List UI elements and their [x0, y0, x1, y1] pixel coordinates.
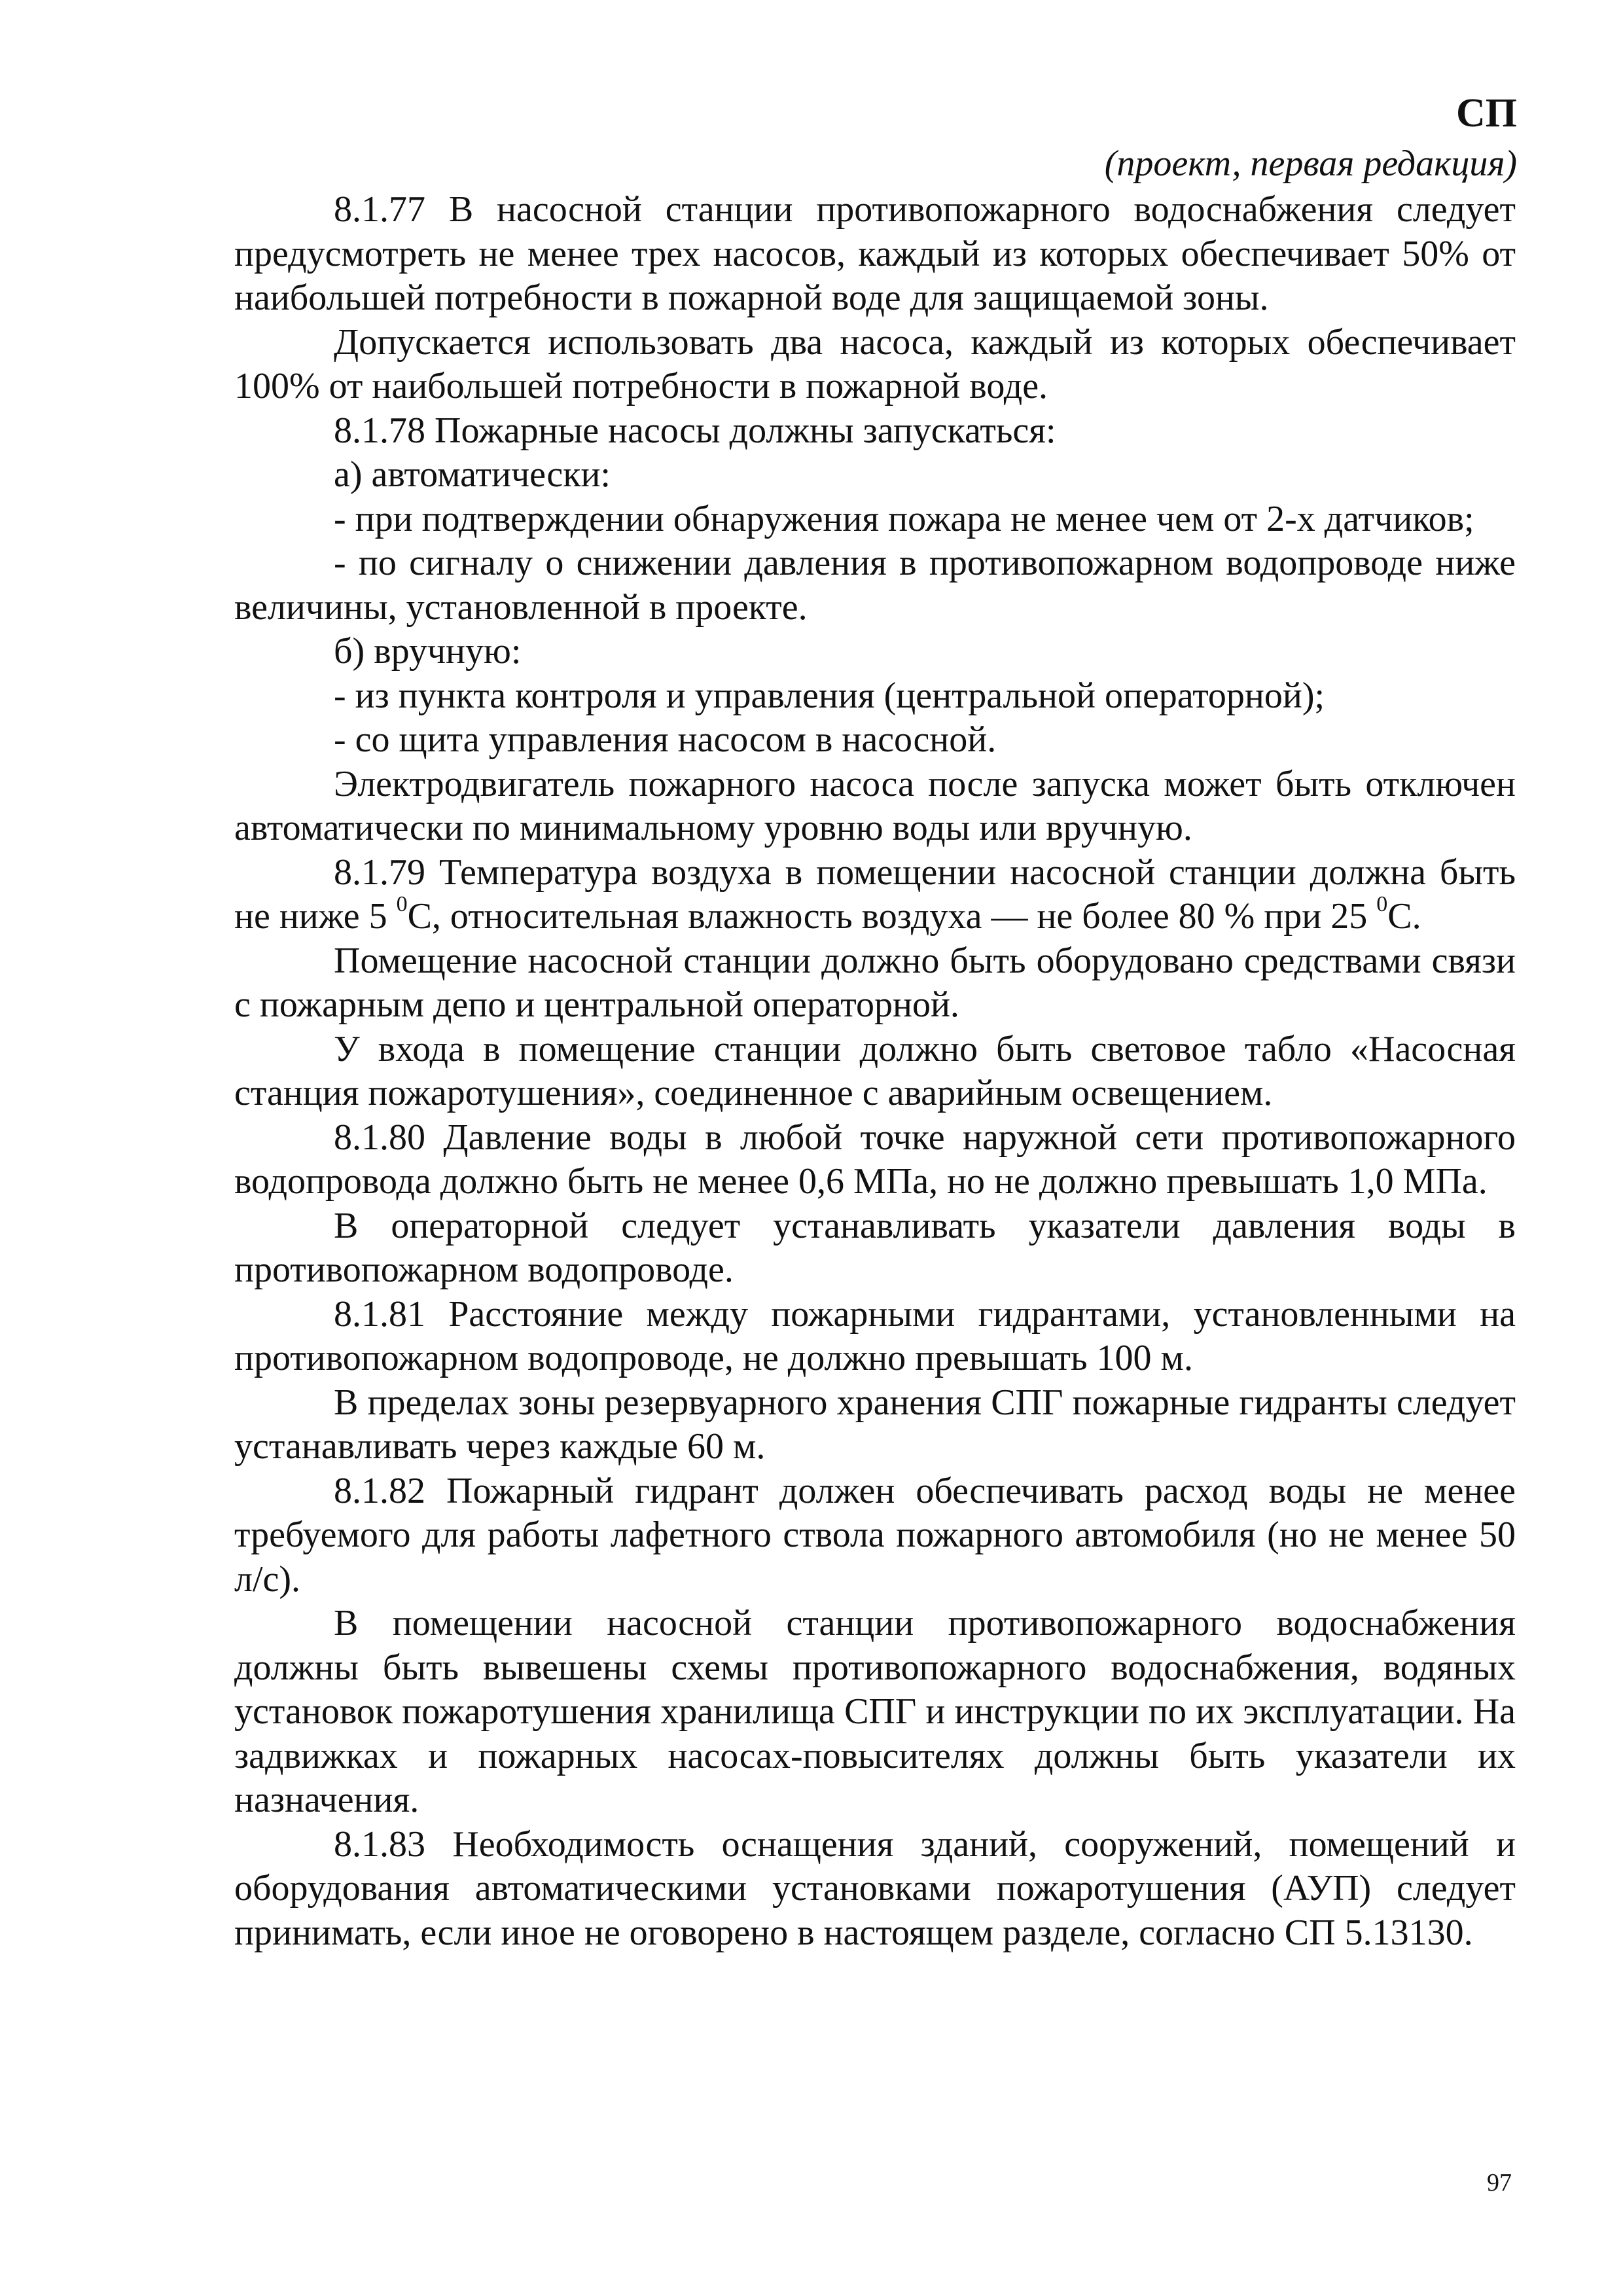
- page-number: 97: [1487, 2169, 1512, 2197]
- list-heading-manual: б) вручную:: [334, 631, 522, 672]
- paragraph-motor-shutdown: Электродвигатель пожарного насоса после запуска может быть отключен автоматически по минимальному уровню воды или вручную.: [234, 763, 1516, 848]
- document-code: СП: [1456, 91, 1517, 135]
- degree-superscript: 0: [396, 892, 408, 917]
- paragraph-schemes: В помещении насосной станции противопожарного водоснабжения должны быть вывешены схемы противопожарного водоснабжения, водяных установок пожаротушения хранилища СПГ и инструкции по их эксплуатации. На задвижках и пожарных насосах-повысителях должны быть указатели их назначения.: [234, 1603, 1516, 1820]
- list-item-pump-panel: - со щита управления насосом в насосной.: [334, 719, 997, 760]
- paragraph-8-1-81: 8.1.81 Расстояние между пожарными гидрантами, установленными на противопожарном водопроводе, не должно превышать 100 м.: [234, 1293, 1516, 1378]
- paragraph-light-sign: У входа в помещение станции должно быть световое табло «Насосная станция пожаротушения», соединенное с аварийным освещением.: [234, 1028, 1516, 1113]
- document-body: [234, 188, 1516, 1955]
- paragraph-8-1-80: 8.1.80 Давление воды в любой точке наружной сети противопожарного водопровода должно быть не менее 0,6 МПа, но не должно превышать 1,0 МПа.: [234, 1117, 1516, 1202]
- paragraph-8-1-78: 8.1.78 Пожарные насосы должны запускаться:: [334, 410, 1056, 451]
- list-item-detectors: - при подтверждении обнаружения пожара не менее чем от 2-х датчиков;: [334, 498, 1474, 539]
- list-heading-automatic: а) автоматически:: [334, 454, 611, 495]
- paragraph-8-1-82: 8.1.82 Пожарный гидрант должен обеспечивать расход воды не менее требуемого для работы лафетного ствола пожарного автомобиля (но не менее 50 л/с).: [234, 1470, 1516, 1600]
- paragraph-communication: Помещение насосной станции должно быть оборудовано средствами связи с пожарным депо и центральной операторной.: [234, 940, 1516, 1025]
- paragraph-pressure-gauges: В операторной следует устанавливать указатели давления воды в противопожарном водопроводе.: [234, 1205, 1516, 1290]
- paragraph-8-1-79: [234, 851, 1516, 939]
- temperature-text-part1: 8.1.79 Температура воздуха в помещении насосной станции должна быть не ниже 5: [234, 852, 1516, 937]
- paragraph-8-1-77: 8.1.77 В насосной станции противопожарного водоснабжения следует предусмотреть не менее трех насосов, каждый из которых обеспечивает 50% от наибольшей потребности в пожарной воде для защищаемой зоны.: [234, 189, 1516, 318]
- temperature-text-part2: С, относительная влажность воздуха — не более 80 % при 25: [407, 896, 1377, 937]
- list-item-pressure-signal: - по сигналу о снижении давления в противопожарном водопроводе ниже величины, установленной в проекте.: [234, 543, 1516, 628]
- document-status: (проект, первая редакция): [1104, 143, 1517, 184]
- list-item-control-point: - из пункта контроля и управления (центральной операторной);: [334, 675, 1325, 716]
- paragraph-two-pumps: Допускается использовать два насоса, каждый из которых обеспечивает 100% от наибольшей потребности в пожарной воде.: [234, 321, 1516, 406]
- paragraph-hydrant-spacing: В пределах зоны резервуарного хранения СПГ пожарные гидранты следует устанавливать через каждые 60 м.: [234, 1382, 1516, 1467]
- paragraph-8-1-83: 8.1.83 Необходимость оснащения зданий, сооружений, помещений и оборудования автоматическими установками пожаротушения (АУП) следует принимать, если иное не оговорено в настоящем разделе, согласно СП 5.13130.: [234, 1823, 1516, 1953]
- degree-superscript: 0: [1376, 892, 1388, 917]
- temperature-text-part3: С.: [1387, 896, 1421, 937]
